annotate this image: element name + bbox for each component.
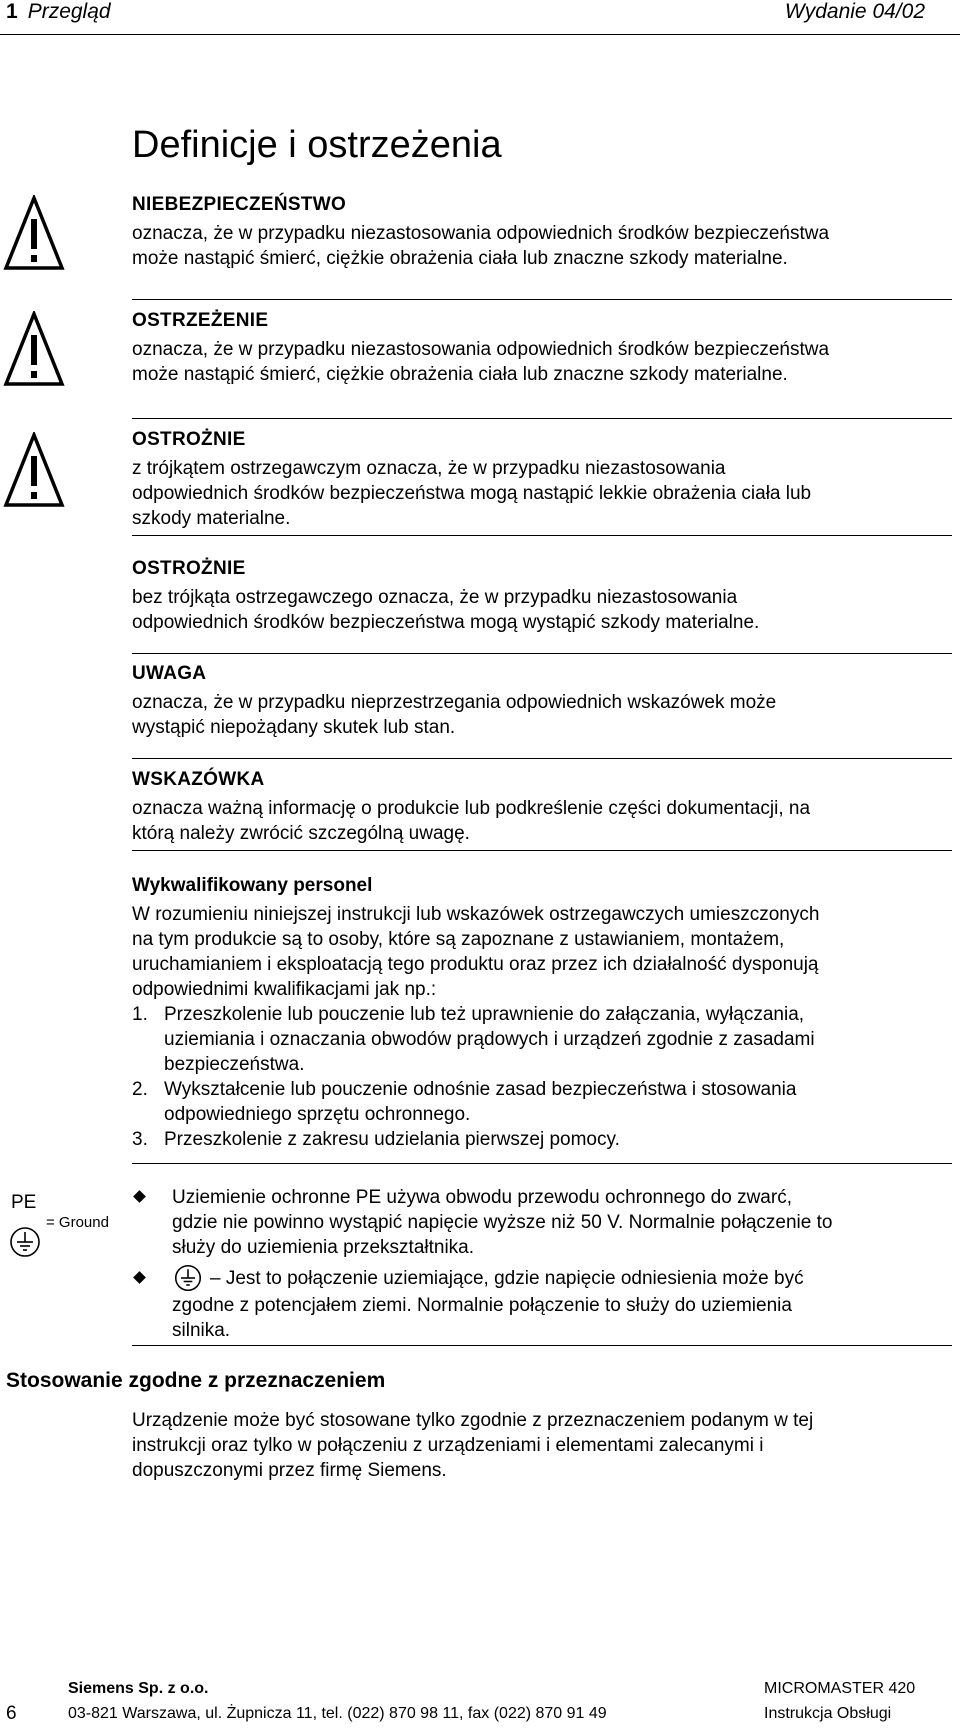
warning-line: wystąpić niepożądany skutek lub stan. xyxy=(132,717,456,738)
warning-line: którą należy zwrócić szczególną uwagę. xyxy=(132,823,470,844)
section-rule xyxy=(132,418,952,419)
text-line: zgodne z potencjałem ziemi. Normalnie połączenie to służy do uziemienia xyxy=(172,1295,792,1316)
page-title: Definicje i ostrzeżenia xyxy=(132,124,502,166)
text-line: odpowiednimi kwalifikacjami jak np.: xyxy=(132,979,437,1000)
warning-line: oznacza, że w przypadku niezastosowania odpowiednich środków bezpieczeństwa xyxy=(132,339,830,360)
text-line: uziemiania i oznaczania obwodów prądowych i urządzeń zgodnie z zasadami xyxy=(164,1029,815,1050)
text-line: gdzie nie powinno wystąpić napięcie wyższe niż 50 V. Normalnie połączenie to xyxy=(172,1212,833,1233)
section-rule xyxy=(132,1345,952,1346)
warning-caution-triangle xyxy=(132,428,952,531)
warning-note xyxy=(132,768,952,846)
warning-line: szkody materialne. xyxy=(132,508,291,529)
chapter-title: Przegląd xyxy=(27,0,111,23)
list-item xyxy=(132,1077,952,1127)
warning-text xyxy=(132,690,952,740)
warning-text xyxy=(132,796,952,846)
warning-line: oznacza, że w przypadku niezastosowania odpowiednich środków bezpieczeństwa xyxy=(132,223,830,244)
warning-title: OSTRZEŻENIE xyxy=(132,310,269,331)
warning-text xyxy=(132,585,952,635)
text-line: uruchamianiem i eksploatacją tego produktu oraz przez ich działalność dysponują xyxy=(132,954,819,975)
warning-line: bez trójkąta ostrzegawczego oznacza, że w przypadku niezastosowania xyxy=(132,587,738,608)
warning-caution xyxy=(132,557,952,635)
edition-label: Wydanie 04/02 xyxy=(784,0,925,23)
section-rule xyxy=(132,1163,952,1164)
diamond-bullet-icon xyxy=(133,1271,146,1284)
warning-triangle-icon xyxy=(3,311,65,387)
chapter-number: 1 xyxy=(6,0,18,23)
list-number: 1. xyxy=(132,1004,148,1025)
section-heading: Stosowanie zgodne z przeznaczeniem xyxy=(6,1369,386,1392)
warning-title: OSTROŻNIE xyxy=(132,429,246,450)
usage-paragraph xyxy=(132,1408,952,1483)
warning-notice xyxy=(132,662,952,740)
warning-line: oznacza, że w przypadku nieprzestrzegania odpowiednich wskazówek może xyxy=(132,692,777,713)
text-line xyxy=(172,1266,952,1293)
warning-danger xyxy=(132,193,952,271)
diamond-bullet-icon xyxy=(133,1190,146,1203)
warning-title: WSKAZÓWKA xyxy=(132,769,265,790)
warning-line: odpowiednich środków bezpieczeństwa mogą wystąpić szkody materialne. xyxy=(132,612,760,633)
text-line: służy do uziemienia przekształtnika. xyxy=(172,1237,475,1258)
document-type: Instrukcja Obsługi xyxy=(764,1705,892,1722)
company-address: 03-821 Warszawa, ul. Żupnicza 11, tel. (022) 870 98 11, fax (022) 870 91 49 xyxy=(68,1705,607,1722)
text-line: Przeszkolenie z zakresu udzielania pierwszej pomocy. xyxy=(164,1129,620,1150)
text-line: dopuszczonymi przez firmę Siemens. xyxy=(132,1460,447,1481)
page-number: 6 xyxy=(6,1703,17,1724)
footer-company-block xyxy=(68,1676,607,1726)
warning-title: UWAGA xyxy=(132,663,207,684)
warning-line: z trójkątem ostrzegawczym oznacza, że w przypadku niezastosowania xyxy=(132,458,726,479)
bullet-item xyxy=(132,1185,952,1260)
footer-product-block xyxy=(764,1676,915,1726)
warning-title: OSTROŻNIE xyxy=(132,558,246,579)
text-line: Wykształcenie lub pouczenie odnośnie zasad bezpieczeństwa i stosowania xyxy=(164,1079,797,1100)
text-line: Urządzenie może być stosowane tylko zgodnie z przeznaczeniem podanym w tej xyxy=(132,1410,814,1431)
warning-text xyxy=(132,221,952,271)
section-rule xyxy=(132,850,952,851)
warning-text xyxy=(132,337,952,387)
warning-line: odpowiednich środków bezpieczeństwa mogą nastąpić lekkie obrażenia ciała lub xyxy=(132,483,812,504)
paragraph xyxy=(132,902,952,1002)
warning-text xyxy=(132,456,952,531)
warning-line: oznacza ważną informację o produkcie lub podkreślenie części dokumentacji, na xyxy=(132,798,811,819)
warning-warning xyxy=(132,309,952,387)
section-rule xyxy=(132,299,952,300)
text-line: Uziemienie ochronne PE używa obwodu przewodu ochronnego do zwarć, xyxy=(172,1187,792,1208)
warning-line: może nastąpić śmierć, ciężkie obrażenia ciała lub znaczne szkody materialne. xyxy=(132,248,788,269)
text-line: na tym produkcie są to osoby, które są zapoznane z ustawianiem, montażem, xyxy=(132,929,785,950)
text-line: instrukcji oraz tylko w połączeniu z urządzeniami i elementami zalecanymi i xyxy=(132,1435,764,1456)
text-span: – Jest to połączenie uziemiające, gdzie napięcie odniesienia może być xyxy=(210,1268,804,1289)
text-line: bezpieczeństwa. xyxy=(164,1054,305,1075)
qualified-personnel xyxy=(132,874,952,1152)
bullet-item xyxy=(132,1266,952,1343)
pe-label: PE xyxy=(11,1192,37,1213)
list-item xyxy=(132,1002,952,1077)
ground-icon xyxy=(9,1226,41,1258)
list-number: 2. xyxy=(132,1079,148,1100)
text-line: odpowiedniego sprzętu ochronnego. xyxy=(164,1104,471,1125)
text-line: silnika. xyxy=(172,1320,231,1341)
section-title: Wykwalifikowany personel xyxy=(132,875,373,896)
header-rule xyxy=(0,34,960,35)
company-name: Siemens Sp. z o.o. xyxy=(68,1680,209,1697)
warning-line: może nastąpić śmierć, ciężkie obrażenia ciała lub znaczne szkody materialne. xyxy=(132,364,788,385)
warning-triangle-icon xyxy=(3,432,65,508)
pe-bullet-list xyxy=(132,1185,952,1343)
chapter-header xyxy=(6,0,111,24)
product-name: MICROMASTER 420 xyxy=(764,1680,916,1697)
section-rule xyxy=(132,653,952,654)
ground-label: = Ground xyxy=(46,1214,109,1231)
text-line: W rozumieniu niniejszej instrukcji lub wskazówek ostrzegawczych umieszczonych xyxy=(132,904,820,925)
list-item xyxy=(132,1127,952,1152)
ground-icon xyxy=(174,1264,202,1292)
section-rule xyxy=(132,535,952,536)
text-line: Przeszkolenie lub pouczenie lub też uprawnienie do załączania, wyłączania, xyxy=(164,1004,805,1025)
list-number: 3. xyxy=(132,1129,148,1150)
numbered-list xyxy=(132,1002,952,1152)
section-rule xyxy=(132,758,952,759)
warning-triangle-icon xyxy=(3,195,65,271)
warning-title: NIEBEZPIECZEŃSTWO xyxy=(132,194,347,215)
